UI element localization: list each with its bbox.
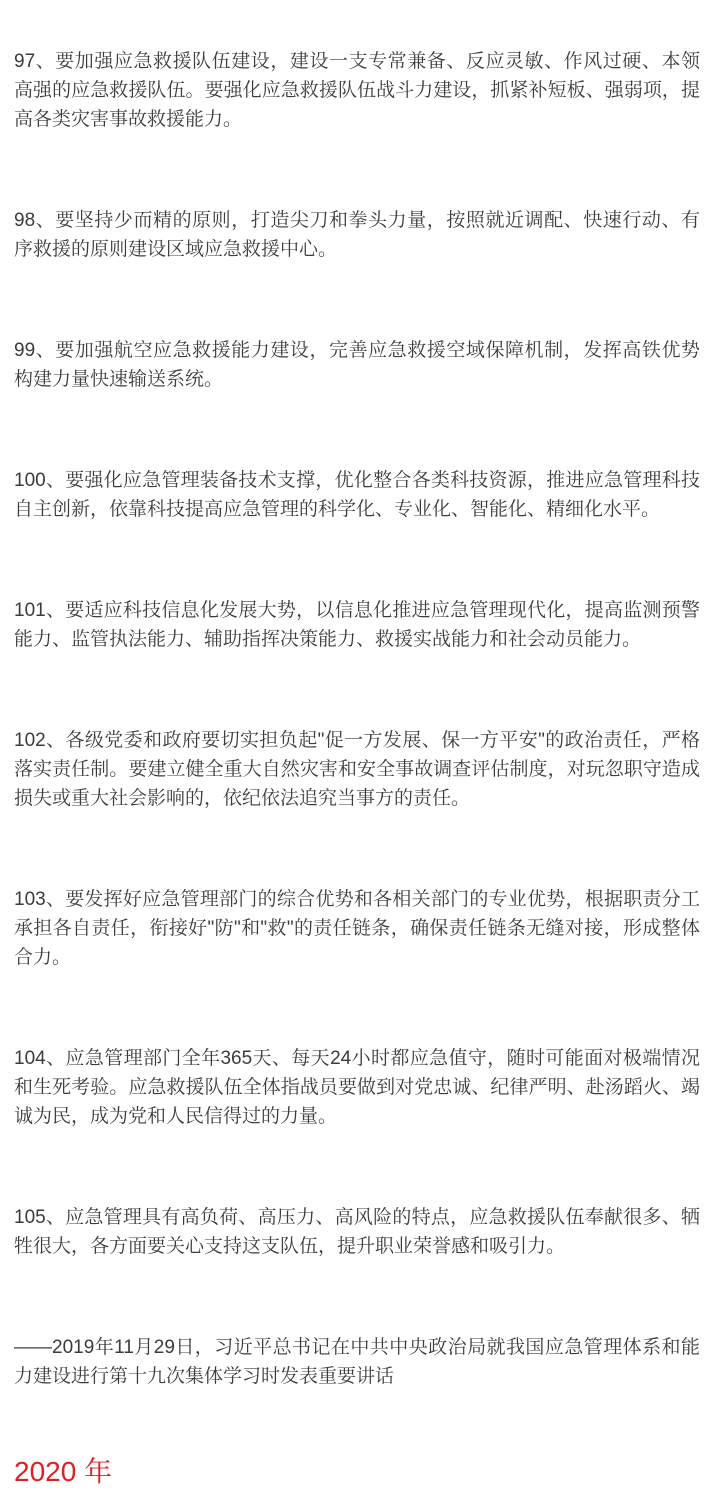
paragraph-101: 101、要适应科技信息化发展大势，以信息化推进应急管理现代化，提高监测预警能力、监管执法能力、辅助指挥决策能力、救援实战能力和社会动员能力。 <box>14 600 700 650</box>
paragraph-97: 97、要加强应急救援队伍建设，建设一支专常兼备、反应灵敏、作风过硬、本领高强的应急救援队伍。要强化应急救援队伍战斗力建设，抓紧补短板、强弱项，提高各类灾害事故救援能力。 <box>14 51 700 130</box>
paragraph-102: 102、各级党委和政府要切实担负起"促一方发展、保一方平安"的政治责任，严格落实责任制。要建立健全重大自然灾害和安全事故调查评估制度，对玩忽职守造成损失或重大社会影响的，依纪依法追究当事方的责任。 <box>14 730 700 809</box>
paragraph-104: 104、应急管理部门全年365天、每天24小时都应急值守，随时可能面对极端情况和生死考验。应急救援队伍全体指战员要做到对党忠诚、纪律严明、赴汤蹈火、竭诚为民，成为党和人民信得过的力量。 <box>14 1048 700 1127</box>
paragraph-98: 98、要坚持少而精的原则，打造尖刀和拳头力量，按照就近调配、快速行动、有序救援的原则建设区域应急救援中心。 <box>14 210 700 260</box>
year-heading: 2020 年 <box>14 1456 113 1487</box>
paragraph-105: 105、应急管理具有高负荷、高压力、高风险的特点，应急救援队伍奉献很多、牺牲很大，各方面要关心支持这支队伍，提升职业荣誉感和吸引力。 <box>14 1207 700 1257</box>
paragraph-100: 100、要强化应急管理装备技术支撑，优化整合各类科技资源，推进应急管理科技自主创新，依靠科技提高应急管理的科学化、专业化、智能化、精细化水平。 <box>14 470 700 520</box>
citation: ——2019年11月29日，习近平总书记在中共中央政治局就我国应急管理体系和能力建设进行第十九次集体学习时发表重要讲话 <box>14 1337 700 1387</box>
paragraph-103: 103、要发挥好应急管理部门的综合优势和各相关部门的专业优势，根据职责分工承担各自责任，衔接好"防"和"救"的责任链条，确保责任链条无缝对接，形成整体合力。 <box>14 889 700 968</box>
paragraph-99: 99、要加强航空应急救援能力建设，完善应急救援空域保障机制，发挥高铁优势构建力量快速输送系统。 <box>14 340 700 390</box>
